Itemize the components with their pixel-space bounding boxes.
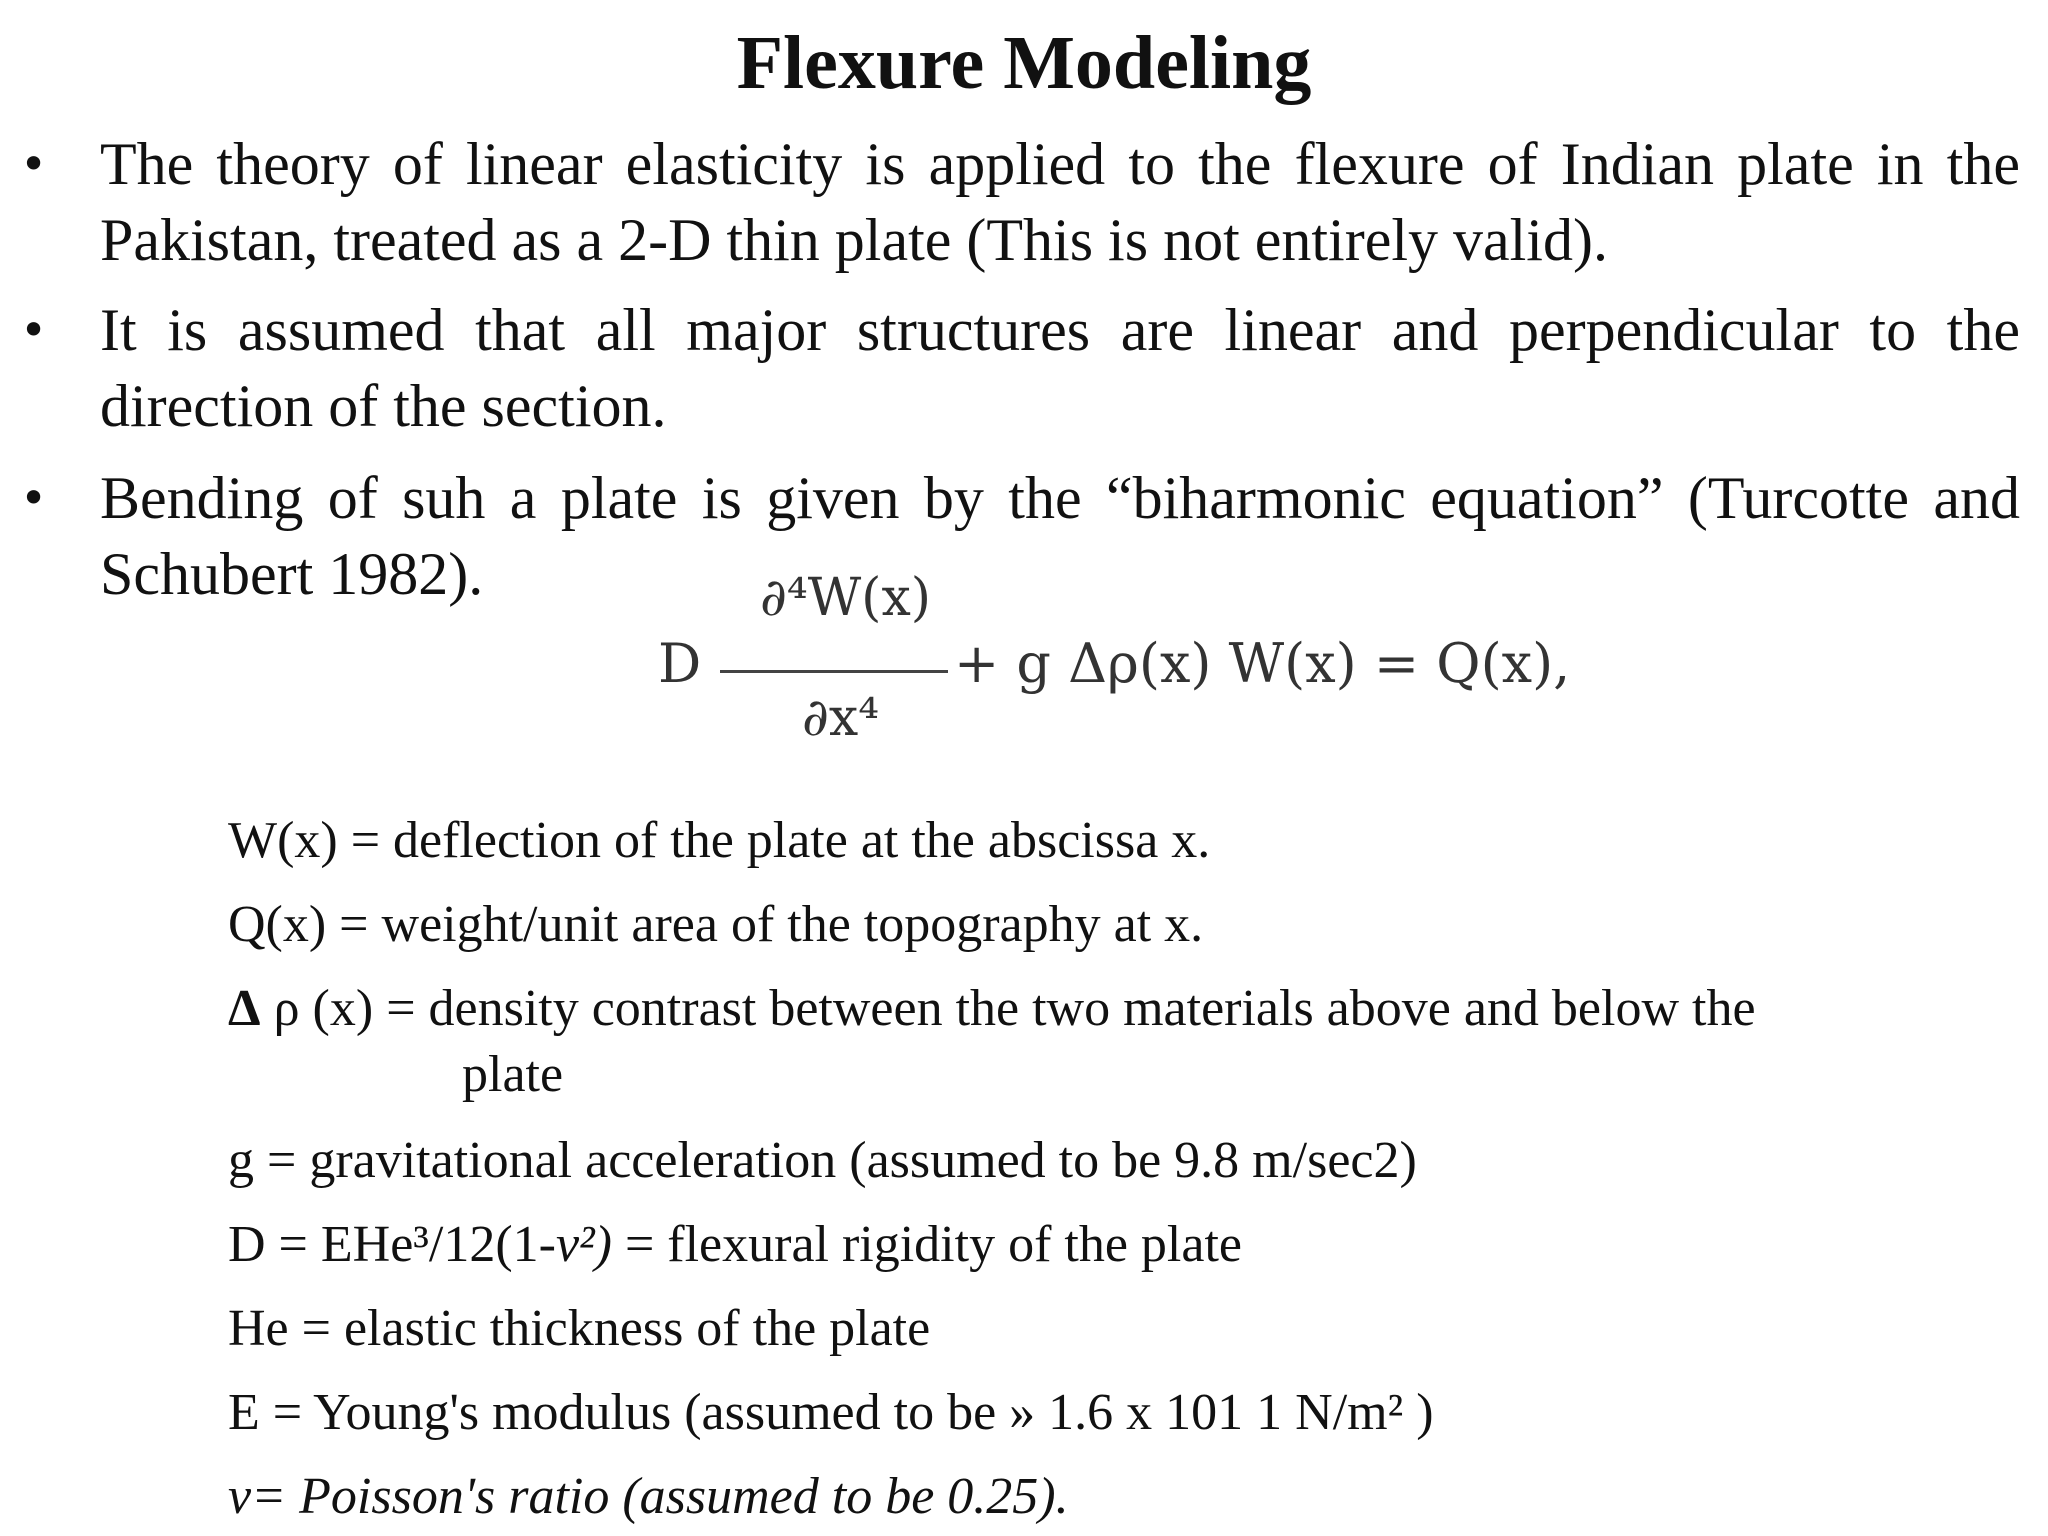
definition-deflection: W(x) = deflection of the plate at the abscissa x.: [228, 812, 1211, 869]
rigidity-formula-prefix: D = EHe³/12(1-: [228, 1216, 556, 1273]
bullet-text: The theory of linear elasticity is applied to the flexure of Indian plate in the Pakistan, treated as a 2-D thin plate (This is not entirely valid).: [100, 131, 2020, 273]
definition-density-contrast: [228, 976, 1988, 1108]
slide-title: Flexure Modeling: [736, 21, 1312, 105]
definition-topography-weight: Q(x) = weight/unit area of the topography at x.: [228, 896, 1204, 953]
definition-elastic-thickness: He = elastic thickness of the plate: [228, 1300, 931, 1357]
definition-poissons-ratio: v= Poisson's ratio (assumed to be 0.25).: [228, 1468, 1069, 1525]
equation-remainder: + g Δρ(x) W(x) = Q(x),: [954, 632, 1571, 695]
fraction-bar: [720, 670, 948, 673]
definition-density-text: ρ (x) = density contrast between the two materials above and below the: [260, 980, 1756, 1037]
bullet-text: It is assumed that all major structures are linear and perpendicular to the direction of the section.: [100, 297, 2020, 439]
bullet-text: Bending of suh a plate is given by the “biharmonic equation” (Turcotte and Schubert 1982).: [100, 465, 2020, 607]
equation-rigidity-term: D: [658, 632, 702, 695]
definition-gravity: g = gravitational acceleration (assumed to be 9.8 m/sec2): [228, 1132, 1417, 1189]
definition-density-continuation: plate: [462, 1046, 564, 1103]
equation-denominator: ∂x⁴: [802, 688, 880, 748]
equation-fraction: [720, 560, 940, 760]
rigidity-formula-suffix: = flexural rigidity of the plate: [611, 1216, 1242, 1273]
biharmonic-equation: [650, 560, 1610, 760]
bullet-dot-icon: •: [20, 303, 48, 357]
equation-numerator: ∂⁴W(x): [760, 568, 932, 628]
bullet-dot-icon: •: [20, 137, 48, 191]
bullet-dot-icon: •: [20, 471, 48, 525]
definition-flexural-rigidity: [228, 1212, 1242, 1278]
definition-youngs-modulus: E = Young's modulus (assumed to be » 1.6 x 101 1 N/m² ): [228, 1384, 1434, 1441]
delta-symbol: Δ: [228, 980, 261, 1037]
rigidity-formula-italic: v²): [555, 1216, 612, 1273]
